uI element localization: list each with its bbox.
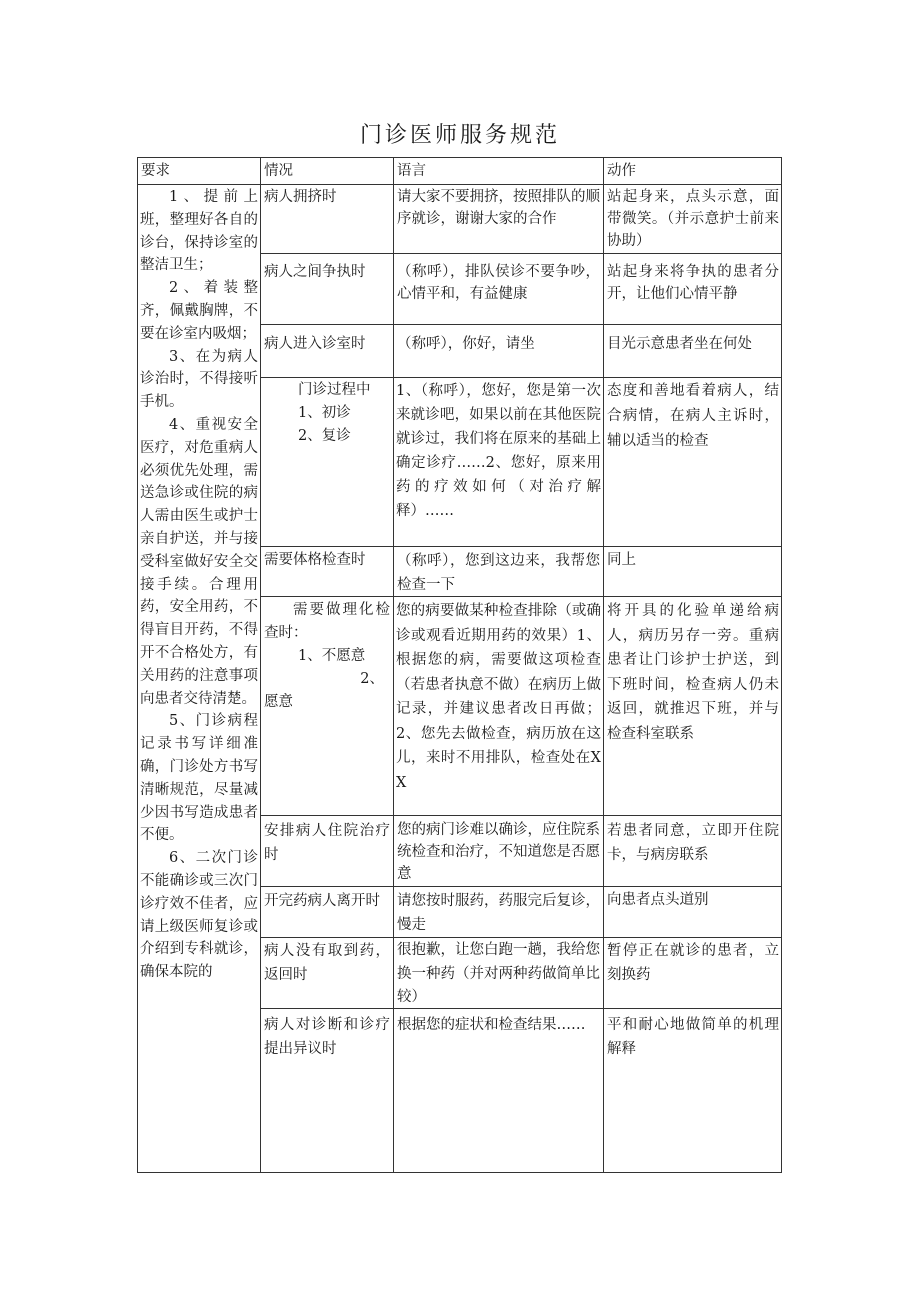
action-cell: 站起身来将争执的患者分开，让他们心情平静: [607, 264, 779, 302]
row-divider: [260, 253, 782, 254]
situation-cell: [264, 599, 390, 714]
situation-cell: 病人拥挤时: [264, 189, 337, 205]
header-situation: 情况: [264, 163, 293, 179]
action-cell: 暂停正在就诊的患者，立刻换药: [607, 943, 779, 983]
language-cell: 您的病要做某种检查排除（或确诊或观看近期用药的效果）1、根据您的病，需要做这项检查（若患者执意不做）在病历上做记录，并建议患者改日再做；2、您先去做检查，病历放在这儿，来时不用排队，检查处在XX: [396, 603, 601, 791]
header-action: 动作: [607, 163, 636, 179]
action-cell: 向患者点头道别: [607, 892, 709, 908]
row-divider: [260, 937, 782, 938]
situation-line: 2、: [360, 671, 384, 687]
action-cell: 同上: [607, 552, 636, 568]
situation-line: 2、复诊: [298, 428, 351, 444]
situation-line: 愿意: [264, 694, 293, 710]
column-divider: [260, 157, 261, 1173]
table-border-left: [137, 157, 138, 1173]
document-title: 门诊医师服务规范: [359, 123, 560, 148]
situation-cell: 需要体格检查时: [264, 552, 366, 568]
situation-cell: [264, 379, 390, 448]
requirement-item: 1、提前上班，整理好各自的诊台，保持诊室的整洁卫生；: [140, 189, 258, 274]
column-divider: [393, 157, 394, 1173]
language-cell: 根据您的症状和检查结果……: [397, 1017, 586, 1033]
situation-cell: 安排病人住院治疗时: [264, 823, 390, 863]
row-divider: [260, 815, 782, 816]
language-cell: 1、（称呼），您好，您是第一次来就诊吧，如果以前在其他医院就诊过，我们将在原来的基础上确定诊疗……2、您好，原来用药的疗效如何（对治疗解释）……: [396, 383, 601, 519]
row-divider: [260, 377, 782, 378]
row-divider: [260, 324, 782, 325]
requirement-item: 2、着装整齐，佩戴胸牌，不要在诊室内吸烟；: [140, 280, 258, 342]
row-divider: [260, 546, 782, 547]
table-border-bottom: [137, 1172, 782, 1173]
language-cell: （称呼），排队侯诊不要争吵，心情平和，有益健康: [397, 264, 600, 302]
header-divider: [137, 184, 782, 185]
situation-cell: 病人进入诊室时: [264, 336, 366, 352]
action-cell: 目光示意患者坐在何处: [607, 336, 752, 352]
action-cell: 若患者同意，立即开住院卡，与病房联系: [607, 823, 779, 863]
situation-cell: 病人对诊断和诊疗提出异议时: [264, 1017, 390, 1057]
header-requirement: 要求: [141, 163, 170, 179]
language-cell: 请大家不要拥挤，按照排队的顺序就诊，谢谢大家的合作: [397, 189, 600, 227]
requirement-item: 5、门诊病程记录书写详细准确，门诊处方书写清晰规范，尽量减少因书写造成患者不便。: [140, 713, 258, 844]
situation-line: 1、初诊: [298, 405, 351, 421]
requirement-item: 4、重视安全医疗，对危重病人必须优先处理，需送急诊或住院的病人需由医生或护士亲自护送，并与接受科室做好安全交接手续。合理用药，安全用药，不得盲目开药，不得开不合格处方，有关用药的注意事项向患者交待清楚。: [140, 416, 258, 707]
table-border-top: [137, 157, 782, 158]
language-cell: （称呼），您到这边来，我帮您检查一下: [397, 553, 600, 593]
situation-line: 1、不愿意: [298, 648, 366, 664]
language-cell: 您的病门诊难以确诊，应住院系统检查和治疗，不知道您是否愿意: [397, 822, 600, 882]
table-border-right: [781, 157, 782, 1173]
language-cell: 请您按时服药，药服完后复诊，慢走: [397, 893, 600, 933]
language-cell: （称呼），你好，请坐: [397, 336, 535, 352]
column-divider: [603, 157, 604, 1173]
requirements-cell: [140, 186, 258, 1170]
situation-cell: 病人没有取到药，返回时: [264, 943, 390, 983]
requirement-item: 6、二次门诊不能确诊或三次门诊疗效不佳者，应请上级医师复诊或介绍到专科就诊，确保本院的: [140, 850, 258, 981]
language-cell: 很抱歉，让您白跑一趟，我给您换一种药（并对两种药做简单比较）: [397, 942, 600, 1005]
header-language: 语言: [397, 163, 426, 179]
action-cell: 平和耐心地做简单的机理解释: [607, 1017, 779, 1057]
service-standards-table: [137, 157, 782, 1173]
action-cell: 将开具的化验单递给病人，病历另存一旁。重病患者让门诊护士护送，到下班时间，检查病人仍未返回，就推迟下班，并与检查科室联系: [607, 603, 779, 742]
action-cell: 站起身来，点头示意，面带微笑。（并示意护士前来协助）: [607, 189, 779, 249]
situation-cell: 开完药病人离开时: [264, 893, 380, 909]
situation-line: 需要做理化检查时：: [264, 602, 390, 641]
requirement-item: 3、在为病人诊治时，不得接听手机。: [140, 348, 258, 411]
action-cell: 态度和善地看着病人，结合病情，在病人主诉时，辅以适当的检查: [607, 383, 779, 449]
situation-cell: 病人之间争执时: [264, 264, 366, 280]
situation-line: 门诊过程中: [298, 382, 371, 398]
row-divider: [260, 886, 782, 887]
